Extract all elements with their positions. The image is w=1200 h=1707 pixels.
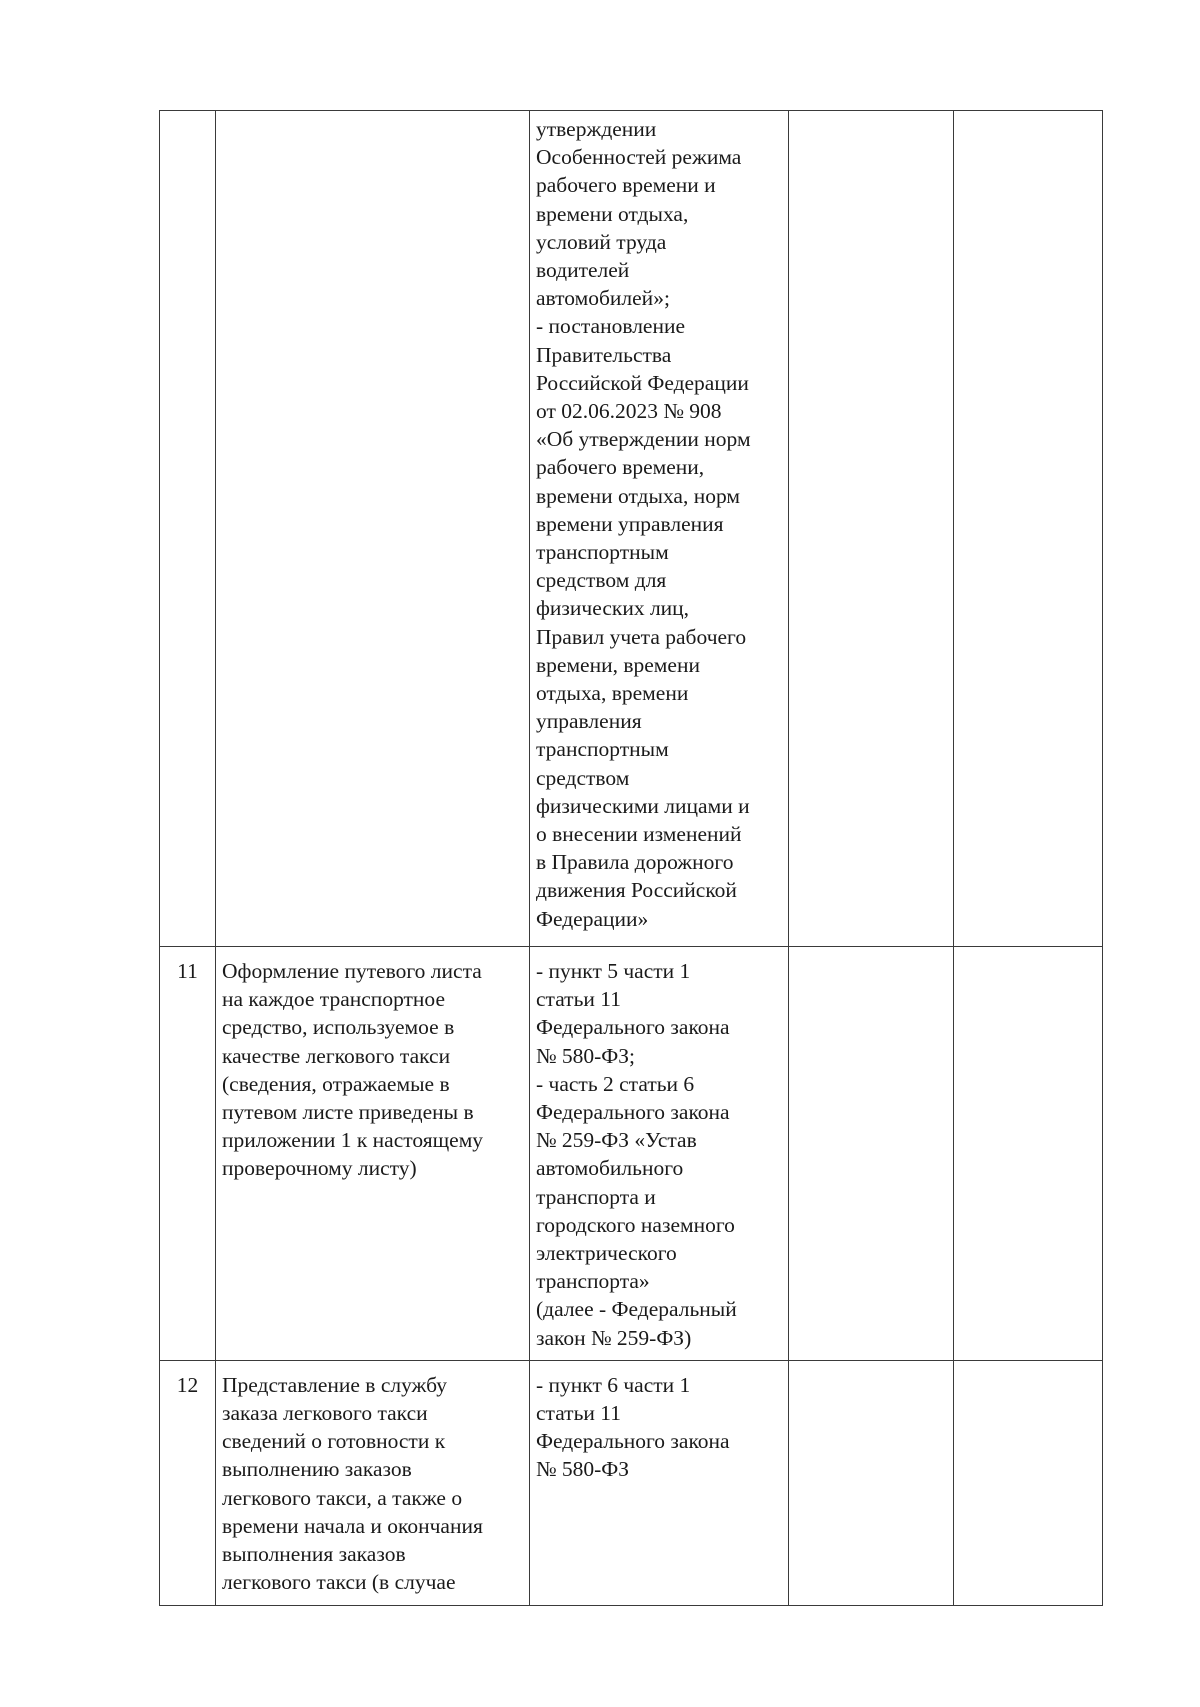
table-row bbox=[160, 111, 1103, 947]
requirement-cell bbox=[216, 947, 530, 1361]
requirement-text bbox=[216, 111, 529, 127]
legal-basis-cell bbox=[530, 111, 789, 947]
table-row bbox=[160, 1360, 1103, 1605]
answer-cell bbox=[789, 1360, 954, 1605]
legal-basis-cell bbox=[530, 1360, 789, 1605]
requirement-text: Представление в службу заказа легкового такси сведений о готовности к выполнению заказов легкового такси, а также о времени начала и окончания выполнения заказов легкового такси (в случае bbox=[222, 1372, 483, 1595]
legal-basis-cell bbox=[530, 947, 789, 1361]
note-cell bbox=[954, 1360, 1103, 1605]
row-number-cell bbox=[160, 111, 216, 947]
note-cell bbox=[954, 111, 1103, 947]
legal-basis-text: - пункт 5 части 1 статьи 11 Федерального закона № 580-ФЗ; - часть 2 статьи 6 Федерального закона № 259-ФЗ «Устав автомобильного транспорта и городского наземного электрического транспорта» (далее - Федеральный закон № 259-ФЗ) bbox=[536, 959, 737, 1350]
answer-text bbox=[789, 947, 953, 965]
requirement-cell bbox=[216, 111, 530, 947]
answer-text bbox=[789, 1361, 953, 1379]
legal-basis-text: - пункт 6 части 1 статьи 11 Федерального закона № 580-ФЗ bbox=[536, 1372, 730, 1482]
answer-cell bbox=[789, 111, 954, 947]
note-text bbox=[954, 111, 1102, 127]
table-row bbox=[160, 947, 1103, 1361]
checklist-table bbox=[159, 110, 1103, 1606]
requirement-text: Оформление путевого листа на каждое транспортное средство, используемое в качестве легкового такси (сведения, отражаемые в путевом листе приведены в приложении 1 к настоящему проверочному листу) bbox=[222, 959, 484, 1181]
note-text bbox=[954, 1361, 1102, 1379]
answer-text bbox=[789, 111, 953, 127]
answer-cell bbox=[789, 947, 954, 1361]
legal-basis-text: утверждении Особенностей режима рабочего времени и времени отдыха, условий труда водителей автомобилей»; - постановление Правительства Российской Федерации от 02.06.2023 № 908 «Об утверждении норм рабочего времени, времени отдыха, норм времени управления транспортным средством для физических лиц, Правил учета рабочего времени, времени отдыха, времени управления транспортным средством физическими лицами и о внесении изменений в Правила дорожного движения Российской Федерации» bbox=[536, 117, 751, 931]
requirement-cell bbox=[216, 1360, 530, 1605]
row-number-cell bbox=[160, 1360, 216, 1605]
row-number: 11 bbox=[177, 959, 198, 983]
note-text bbox=[954, 947, 1102, 965]
note-cell bbox=[954, 947, 1103, 1361]
row-number bbox=[160, 111, 215, 121]
row-number: 12 bbox=[176, 1372, 199, 1397]
row-number-cell bbox=[160, 947, 216, 1361]
